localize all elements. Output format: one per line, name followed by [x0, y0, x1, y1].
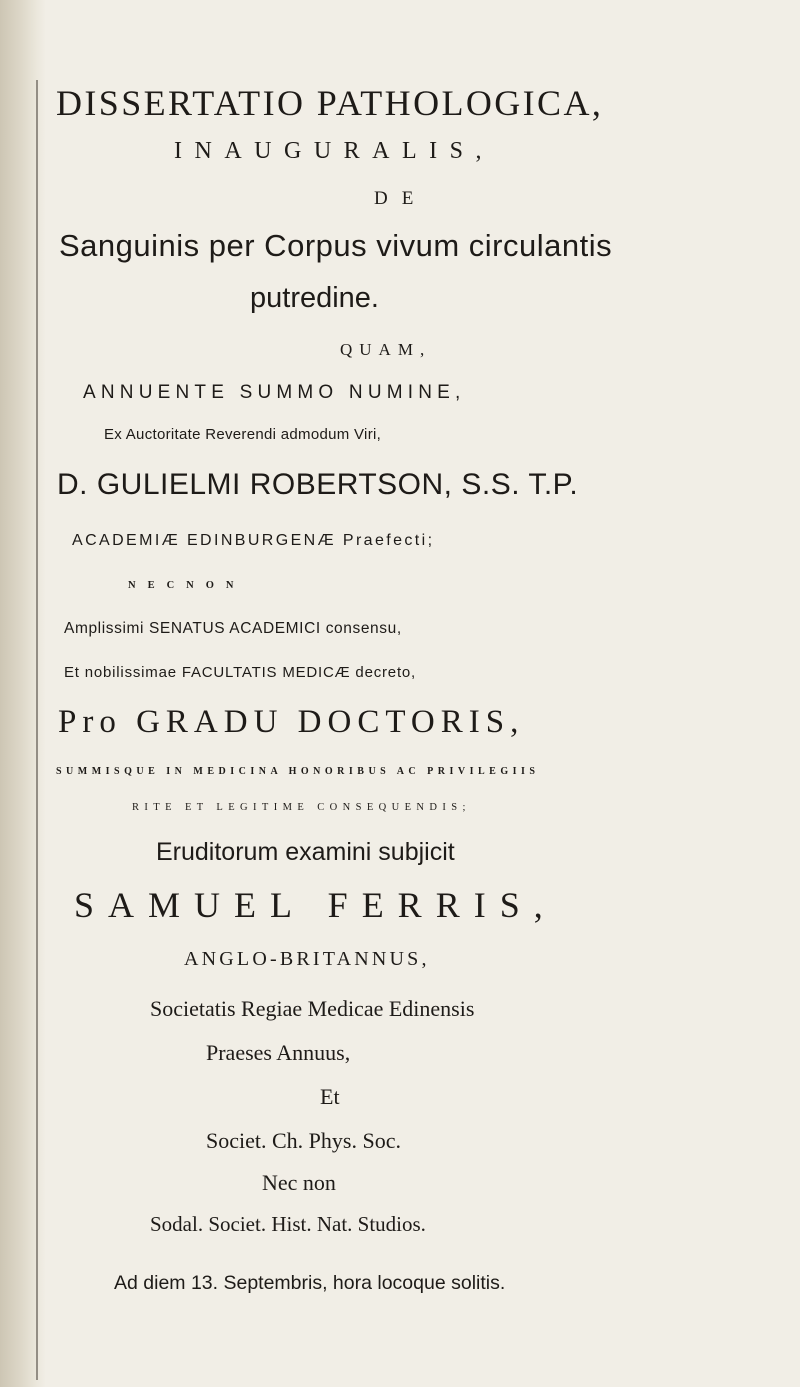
- subject-line-1: Sanguinis per Corpus vivum circulantis: [59, 228, 613, 263]
- rector-name: D. GULIELMI ROBERTSON, S.S. T.P.: [57, 468, 579, 501]
- binding-edge: [0, 0, 46, 1387]
- subject-line-2: putredine.: [250, 282, 379, 314]
- senatus-line: Amplissimi SENATUS ACADEMICI consensu,: [64, 620, 402, 637]
- binding-rule: [36, 80, 38, 1380]
- pro-gradu-line: Pro GRADU DOCTORIS,: [58, 704, 525, 740]
- rite-line: RITE ET LEGITIME CONSEQUENDIS;: [132, 802, 471, 813]
- facultatis-line: Et nobilissimae FACULTATIS MEDICÆ decreto,: [64, 664, 417, 681]
- date-line: Ad diem 13. Septembris, hora locoque solitis.: [114, 1272, 506, 1294]
- nationality-line: ANGLO-BRITANNUS,: [184, 948, 430, 970]
- annuente-line: ANNUENTE SUMMO NUMINE,: [83, 382, 466, 403]
- affiliation-line-3: Et: [320, 1084, 340, 1109]
- auctoritate-line: Ex Auctoritate Reverendi admodum Viri,: [104, 426, 382, 443]
- affiliation-line-4: Societ. Ch. Phys. Soc.: [206, 1128, 401, 1153]
- affiliation-line-2: Praeses Annuus,: [206, 1040, 351, 1065]
- inauguralis-line: INAUGURALIS,: [174, 138, 494, 164]
- affiliation-line-1: Societatis Regiae Medicae Edinensis: [150, 996, 475, 1021]
- necnon-line: NECNON: [128, 580, 246, 591]
- academiae-line: ACADEMIÆ EDINBURGENÆ Praefecti;: [72, 532, 435, 549]
- affiliation-line-5: Nec non: [262, 1170, 336, 1195]
- quam-line: QUAM,: [340, 340, 432, 359]
- author-name: SAMUEL FERRIS,: [74, 885, 557, 925]
- de-line: DE: [374, 188, 428, 209]
- affiliation-line-6: Sodal. Societ. Hist. Nat. Studios.: [150, 1212, 426, 1236]
- eruditorum-line: Eruditorum examini subjicit: [156, 838, 455, 866]
- summisque-line: SUMMISQUE IN MEDICINA HONORIBUS AC PRIVILEGIIS: [56, 766, 540, 777]
- dissertation-heading: DISSERTATIO PATHOLOGICA,: [56, 83, 604, 123]
- imprint-block: [0, 1300, 800, 1387]
